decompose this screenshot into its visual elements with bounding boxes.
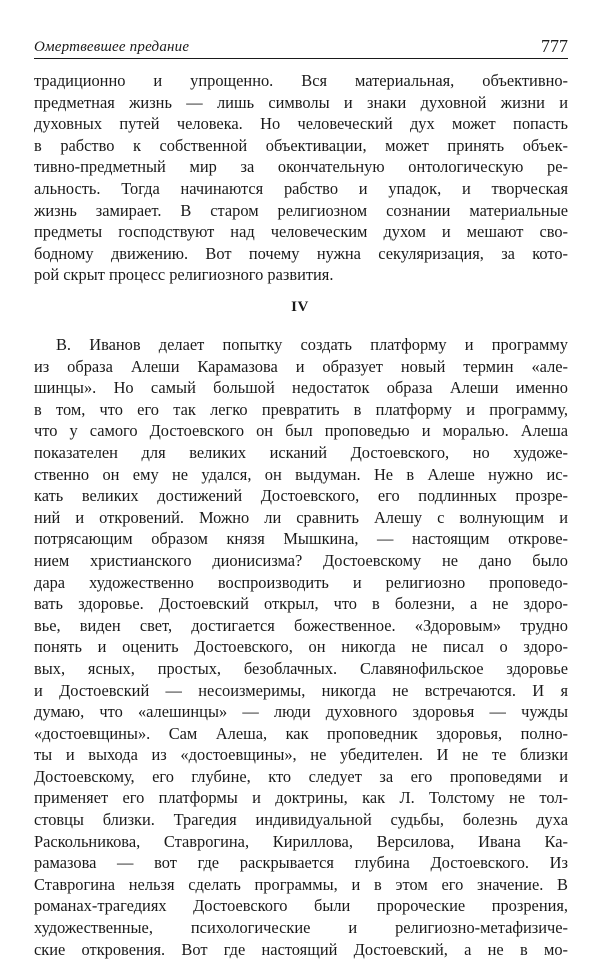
text-line: что у самого Достоевского он был проповедью и моралью. Алеша <box>34 421 568 441</box>
paragraph-2 <box>34 334 568 960</box>
text-line: традиционно и упрощенно. Вся материальная, объективно- <box>34 71 568 90</box>
text-line: альность. Тогда начинаются рабство и упадок, и творческая <box>34 178 568 198</box>
page-header <box>34 36 568 59</box>
text-line: ские откровения. Вот где настоящий Достоевский, а не в мо- <box>34 939 568 959</box>
page-number: 777 <box>541 36 568 56</box>
text-line: в том, что его так легко превратить в платформу и программу, <box>34 399 568 419</box>
running-title: Омертвевшее предание <box>34 39 190 55</box>
text-line: ты и выхода из «достоевщины», не убедителен. И не те близки <box>34 745 568 765</box>
text-line: и Достоевский — несоизмеримы, никогда не встречаются. И я <box>34 680 568 700</box>
text-line: рой скрыт процесс религиозного развития. <box>34 265 334 285</box>
paragraph-1 <box>34 70 568 286</box>
section-heading: IV <box>291 299 309 315</box>
text-line: Ставрогина нельзя сделать программы, и в этом его значение. В <box>34 874 568 894</box>
text-line: потрясающим образом князя Мышкина, — настоящим открове- <box>34 529 568 549</box>
text-line: кать великих достижений Достоевского, его подлинных прозре- <box>34 486 568 506</box>
text-line: художественные, психологические и религиозно-метафизиче- <box>34 918 568 938</box>
text-line: Раскольникова, Ставрогина, Кириллова, Версилова, Ивана Ка- <box>34 831 568 851</box>
text-line: Достоевскому, его глубине, кто следует за его проповедями и <box>34 766 568 786</box>
text-line: романах-трагедиях Достоевского были пророческие прозрения, <box>34 896 568 916</box>
text-line: жизнь замирает. В старом религиозном сознании материальные <box>34 200 568 220</box>
text-line: из образа Алеши Карамазова и образует новый термин «але- <box>34 356 568 376</box>
text-line: ственно он ему не удался, он выдуман. Не в Алеше нужно ис- <box>34 464 568 484</box>
text-line: тивно-предметный мир за окончательную онтологическую ре- <box>34 157 568 177</box>
text-line: шинцы». Но самый большой недостаток образа Алеши именно <box>34 378 568 398</box>
text-line: в рабство к собственной объективации, может принять объек- <box>34 135 568 155</box>
text-line: понять и оценить Достоевского, он никогда не писал о здоро- <box>34 637 568 657</box>
text-line: рамазова — вот где раскрывается глубина Достоевского. Из <box>34 853 568 873</box>
text-line: «достоевщины». Сам Алеша, как проповедник здоровья, полно- <box>34 723 568 743</box>
text-line: предметная жизнь — лишь символы и знаки духовной жизни и <box>34 92 568 112</box>
text-line: бодному движению. Вот почему нужна секуляризация, за кото- <box>34 243 568 263</box>
text-line: показателен для великих исканий Достоевского, но художе- <box>34 442 568 462</box>
text-line: духовных путей человека. Но человеческий дух может попасть <box>34 114 568 134</box>
text-line: вых, ясных, простых, безоблачных. Славянофильское здоровье <box>34 658 568 678</box>
text-line: дара художественно воспроизводить и религиозно проповедо- <box>34 572 568 592</box>
text-line: вать здоровье. Достоевский открыл, что в болезни, а не здоро- <box>34 594 568 614</box>
text-line: думаю, что «алешинцы» — люди духовного здоровья — чужды <box>34 702 568 722</box>
text-line: применяет его платформы и доктрины, как Л. Толстому не тол- <box>34 788 568 808</box>
text-line: вье, виден свет, достигается божественное. «Здоровым» трудно <box>34 615 568 635</box>
text-line: предметы господствуют над человеческим духом и мешают сво- <box>34 222 568 242</box>
text-line: ний и откровений. Можно ли сравнить Алешу с волнующим и <box>34 507 568 527</box>
text-line: стовцы близки. Трагедия индивидуальной судьбы, болезнь духа <box>34 810 568 830</box>
text-line: В. Иванов делает попытку создать платформу и программу <box>56 335 568 354</box>
text-line: нием христианского дионисизма? Достоевскому не дано было <box>34 550 568 570</box>
